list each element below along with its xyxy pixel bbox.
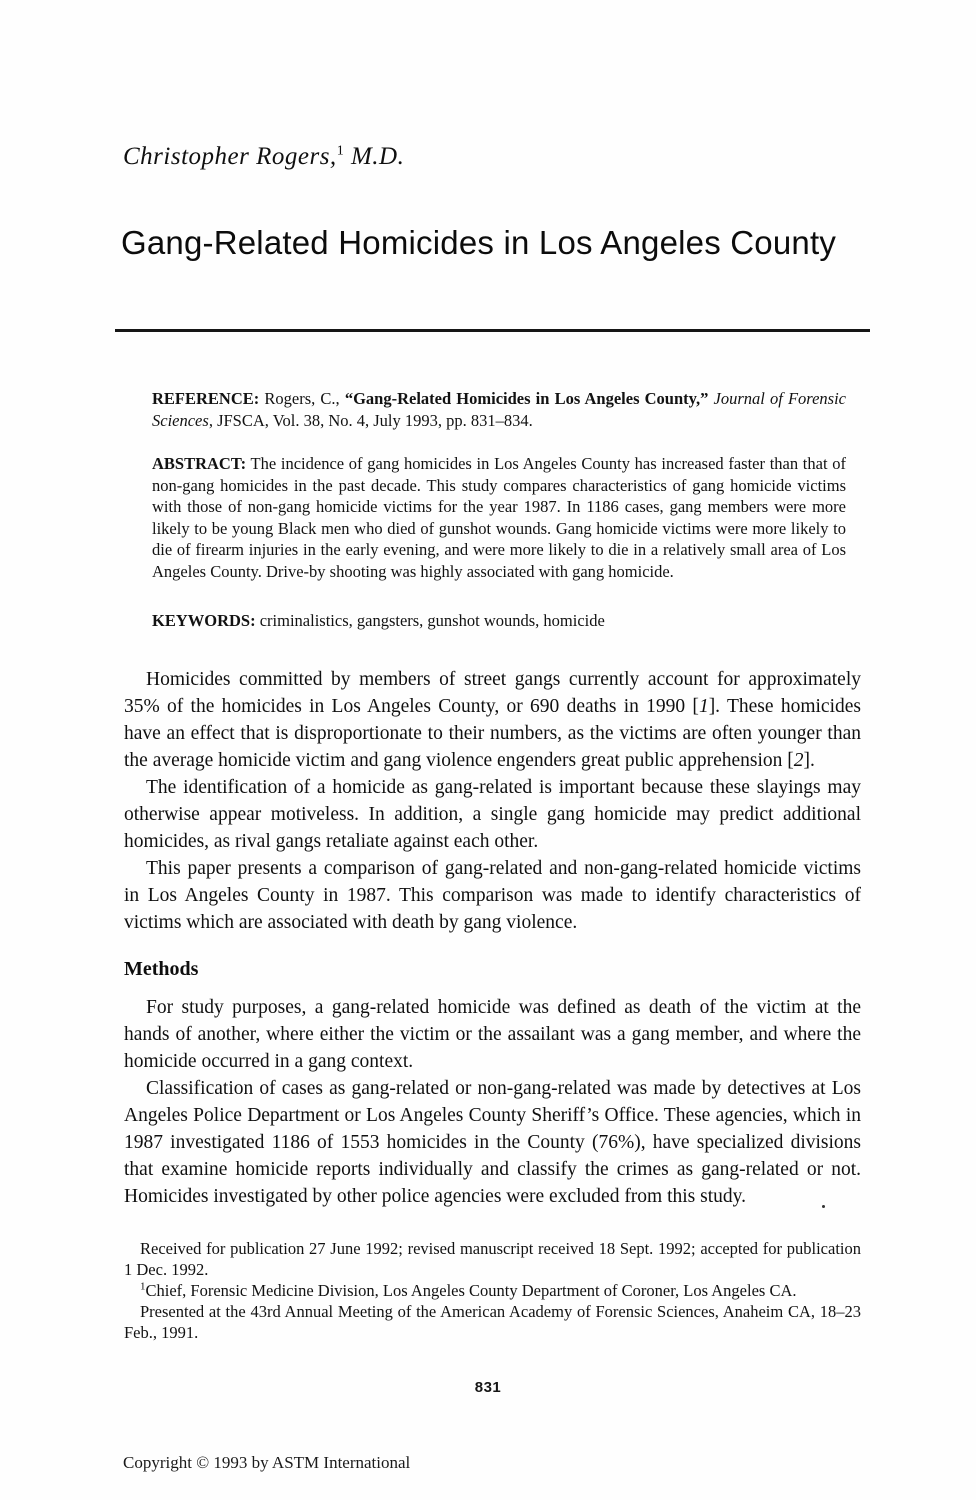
front-matter — [152, 388, 846, 632]
methods-heading: Methods — [124, 958, 199, 980]
abstract-paragraph — [152, 453, 846, 582]
reference-authors: Rogers, C., — [259, 389, 345, 408]
affiliation-footnote-marker: 1 — [140, 1280, 146, 1293]
intro-paragraph-3: This paper presents a comparison of gang-related and non-gang-related homicide victims in Los Angeles County in 1987. This comparison was made to identify characteristics of victims which are associated with death by gang violence. — [124, 858, 861, 933]
reference-label: REFERENCE: — [152, 389, 260, 408]
keywords-paragraph — [152, 610, 846, 632]
abstract-label: ABSTRACT: — [152, 454, 247, 473]
page-number: 831 — [474, 1379, 502, 1396]
footnotes-section — [124, 1238, 861, 1343]
intro-paragraph-1-text: ]. These homicides have an effect that is disproportionate to their numbers, as the victims are often younger than the average homicide victim and gang violence engenders great public apprehension [ — [124, 696, 861, 771]
footnote-affiliation — [124, 1280, 861, 1301]
citation-2: 2 — [793, 750, 804, 771]
reference-article-title: “Gang-Related Homicides in Los Angeles County,” — [344, 389, 709, 408]
reference-journal-name: Journal of Forensic Sciences — [152, 389, 847, 430]
keywords-text: criminalistics, gangsters, gunshot wounds, homicide — [255, 611, 605, 630]
reference-paragraph — [152, 388, 846, 431]
keywords-label: KEYWORDS: — [152, 611, 256, 630]
reference-citation-details: , JFSCA, Vol. 38, No. 4, July 1993, pp. 831–834. — [208, 410, 533, 430]
affiliation-text: Chief, Forensic Medicine Division, Los Angeles County Department of Coroner, Los Angeles CA. — [145, 1281, 797, 1300]
footnote-presented: Presented at the 43rd Annual Meeting of the American Academy of Forensic Sciences, Anaheim CA, 18–23 Feb., 1991. — [124, 1302, 861, 1342]
intro-paragraph-2: The identification of a homicide as gang-related is important because these slayings may otherwise appear motiveless. In addition, a single gang homicide may predict additional homicides, as rival gangs retaliate against each other. — [124, 777, 861, 852]
methods-paragraph-2: Classification of cases as gang-related or non-gang-related was made by detectives at Los Angeles Police Department or Los Angeles County Sheriff’s Office. These agencies, which in 1987 investigated 1186 of 1553 homicides in the County (76%), have specialized divisions that examine homicide reports individually and classify the crimes as gang-related or not. Homicides investigated by other police agencies were excluded from this study. — [124, 1078, 861, 1207]
copyright-notice: Copyright © 1993 by ASTM International — [123, 1453, 411, 1472]
author-name: Christopher Rogers, — [123, 143, 337, 170]
abstract-text: The incidence of gang homicides in Los Angeles County has increased faster than that of non-gang homicides in the past decade. This study compares characteristics of gang homicide victims with those of non-gang homicide victims for the year 1987. In 1186 cases, gang members were more likely to be young Black men who died of gunshot wounds. Gang homicide victims were more likely to die of firearm injuries in the early evening, and were more likely to die in a relatively small area of Los Angeles County. Drive-by shooting was highly associated with gang homicide. — [152, 454, 846, 581]
page-title: Gang-Related Homicides in Los Angeles County — [121, 224, 837, 261]
intro-paragraph-1-text: Homicides committed by members of street gangs currently account for approximately 35% of the homicides in Los Angeles County, or 690 deaths in 1990 [ — [124, 669, 861, 717]
intro-paragraph-1-text: ]. — [803, 750, 815, 771]
methods-section — [124, 994, 861, 1210]
methods-paragraph-1: For study purposes, a gang-related homicide was defined as death of the victim at the hands of another, where either the victim or the assailant was a gang member, and where the homicide occurred in a gang context. — [124, 997, 861, 1072]
author-degree: M.D. — [344, 143, 405, 170]
intro-paragraph-1 — [124, 666, 861, 774]
author-footnote-marker: 1 — [336, 143, 345, 159]
introduction-section — [124, 666, 861, 936]
citation-1: 1 — [698, 696, 709, 717]
footnote-received: Received for publication 27 June 1992; revised manuscript received 18 Sept. 1992; accepted for publication 1 Dec. 1992. — [124, 1239, 861, 1279]
scan-artifact-speck — [822, 1205, 825, 1208]
author-line — [123, 143, 404, 171]
title-divider-rule — [115, 329, 870, 332]
